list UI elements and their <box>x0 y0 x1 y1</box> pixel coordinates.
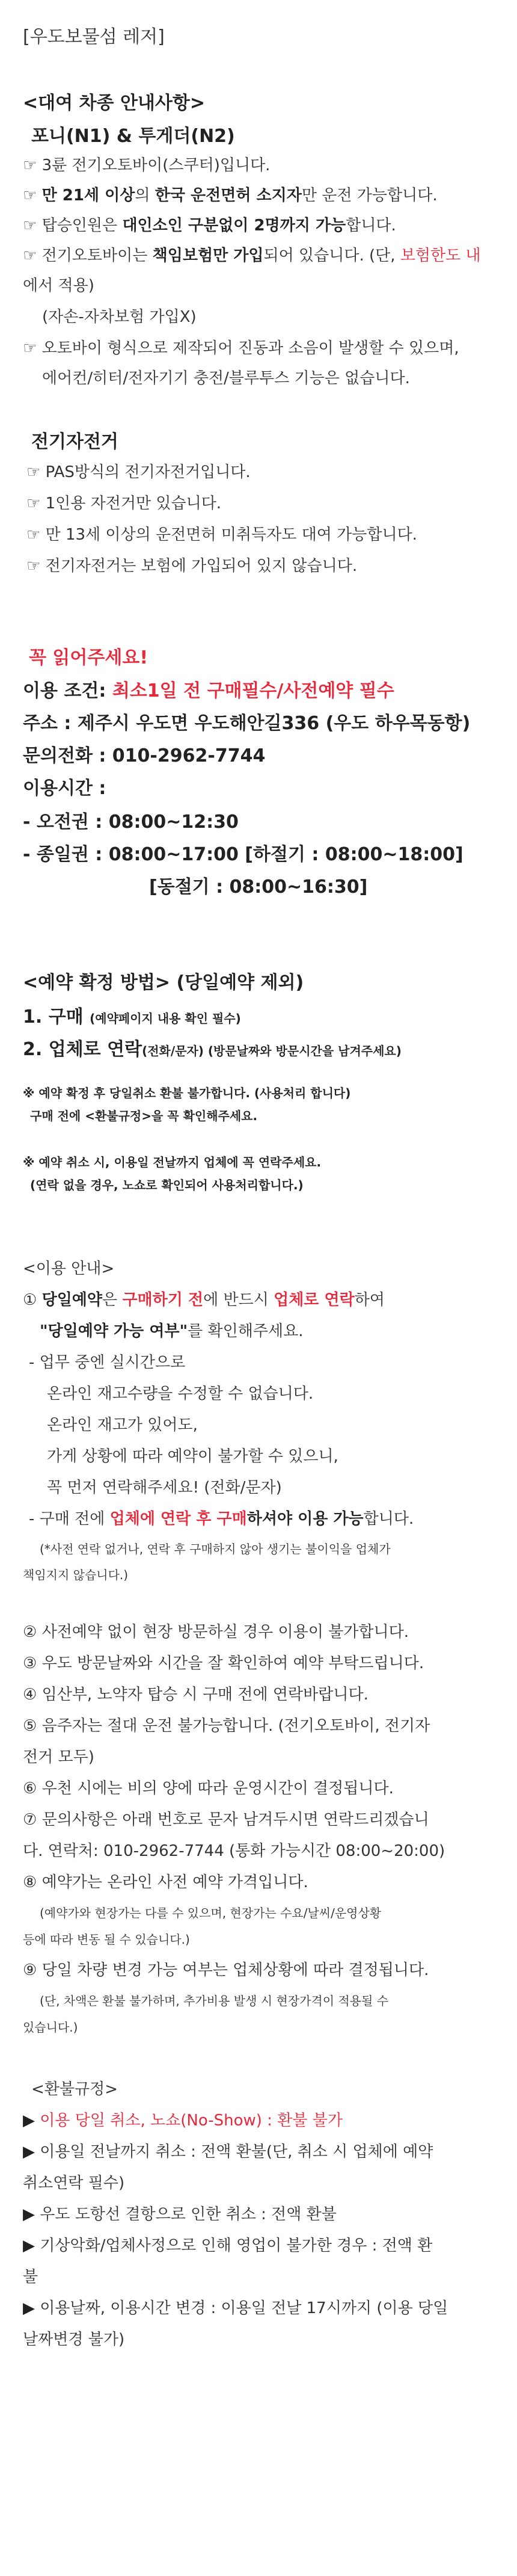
reservation-note-1a: ※ 예약 확정 후 당일취소 환불 불가합니다. (사용처리 합니다) <box>23 1086 351 1100</box>
bicycle-line-2 <box>26 496 517 511</box>
rental-line-1 <box>23 158 517 173</box>
usage-item-1 <box>23 1292 517 1308</box>
step-sub: (전화/문자) (방문날짜와 방문시간을 남겨주세요) <box>142 1044 402 1058</box>
pointing-hand-icon: ☞ <box>26 495 41 513</box>
usage-item-9-sub: 있습니다.) <box>23 2020 78 2035</box>
usage-text: 업체로 연락 <box>274 1291 355 1309</box>
arrow-right-icon: ▶ <box>23 2237 35 2255</box>
pointing-hand-icon: ☞ <box>26 463 41 481</box>
rental-line-text: 에서 적용) <box>23 277 94 295</box>
usage-text: 하셔야 <box>246 1510 298 1528</box>
hours-allday: - 종일권 : 08:00~17:00 [하절기 : 08:00~18:00] <box>23 844 463 865</box>
usage-text: 당일예약 <box>41 1291 103 1309</box>
address: 주소 : 제주시 우도면 우도해안길336 (우도 하우목동항) <box>23 713 471 734</box>
rental-line-text: 오토바이 형식으로 제작되어 진동과 소음이 발생할 수 있으며, <box>41 339 459 357</box>
arrow-right-icon: ▶ <box>23 2299 35 2317</box>
rental-line-5 <box>23 278 517 294</box>
rental-line-text: 책임보험만 가입 <box>152 247 264 265</box>
reservation-step-1 <box>23 1008 517 1026</box>
rental-line-text: 전기오토바이는 <box>41 247 153 265</box>
rental-line-text: 만 21세 이상 <box>41 186 135 205</box>
usage-item-1-buy <box>29 1511 517 1527</box>
pointing-hand-icon: ☞ <box>23 247 37 265</box>
refund-heading: <환불규정> <box>31 2080 118 2098</box>
usage-text: 이용 가능 <box>298 1510 364 1528</box>
refund-rule-1 <box>23 2113 517 2128</box>
usage-item-1-sub: 꼭 먼저 연락해주세요! (전화/문자) <box>47 1479 282 1497</box>
bicycle-line-4 <box>26 558 517 574</box>
must-read-notice: 꼭 읽어주세요! <box>29 647 148 668</box>
usage-item-9: ⑨ 당일 차량 변경 가능 여부는 업체상황에 따라 결정됩니다. <box>23 1961 429 1979</box>
refund-text: 이용 당일 취소, 노쇼(No-Show) : 환불 불가 <box>35 2112 343 2130</box>
usage-text: ① <box>23 1291 42 1309</box>
rental-line-text: 대인소인 구분없이 2명까지 가능 <box>122 217 346 235</box>
refund-rule-4 <box>23 2238 517 2254</box>
refund-text: 우도 도항선 결항으로 인한 취소 : 전액 환불 <box>35 2205 337 2223</box>
usage-text: - 구매 전에 <box>29 1510 110 1528</box>
reservation-note-2b: (연락 없을 경우, 노쇼로 확인되어 사용처리합니다.) <box>30 1178 304 1192</box>
rental-line-text: 의 <box>135 186 155 205</box>
usage-item-1-warn: (*사전 연락 없거나, 연락 후 구매하지 않아 생기는 불이익을 업체가 <box>40 1542 391 1556</box>
bicycle-line-1 <box>26 464 517 480</box>
pointing-hand-icon: ☞ <box>23 339 37 357</box>
usage-item-6: ⑥ 우천 시에는 비의 양에 따라 운영시간이 결정됩니다. <box>23 1779 394 1798</box>
arrow-right-icon: ▶ <box>23 2112 35 2130</box>
rental-line-text: 합니다. <box>346 217 396 235</box>
pointing-hand-icon: ☞ <box>23 217 37 235</box>
rental-line-6 <box>42 309 517 325</box>
bicycle-line-text: 만 13세 이상의 운전면허 미취득자도 대여 가능합니다. <box>45 526 417 544</box>
usage-text: 에 반드시 <box>203 1291 274 1309</box>
rental-line-text: 3륜 전기오토바이(스쿠터)입니다. <box>41 156 271 174</box>
usage-item-2: ② 사전예약 없이 현장 방문하실 경우 이용이 불가합니다. <box>23 1623 409 1641</box>
usage-condition-value: 최소1일 전 구매필수/사전예약 필수 <box>112 680 394 701</box>
usage-text: 하여 <box>354 1291 385 1309</box>
usage-condition-label: 이용 조건: <box>23 680 112 701</box>
refund-rule-2-cont: 취소연락 필수) <box>23 2174 125 2192</box>
pointing-hand-icon: ☞ <box>23 156 37 174</box>
hours-label: 이용시간 : <box>23 778 106 799</box>
usage-text: "당일예약 가능 여부" <box>40 1322 188 1340</box>
rental-line-text: 탑승인원은 <box>41 217 123 235</box>
reservation-heading: <예약 확정 방법> (당일예약 제외) <box>23 972 304 993</box>
hours-morning: - 오전권 : 08:00~12:30 <box>23 812 239 833</box>
usage-item-7-cont: 다. 연락처: 010-2962-7744 (통화 가능시간 08:00~20:00) <box>23 1842 445 1860</box>
usage-item-1-warn: 책임지지 않습니다.) <box>23 1568 129 1582</box>
rental-model: 포니(N1) & 투게더(N2) <box>31 126 235 147</box>
refund-rule-2 <box>23 2144 517 2160</box>
pointing-hand-icon: ☞ <box>26 526 41 544</box>
rental-line-3 <box>23 218 517 233</box>
rental-line-text: 에어컨/히터/전자기기 충전/블루투스 기능은 없습니다. <box>42 369 410 387</box>
refund-rule-4-cont: 불 <box>23 2268 38 2286</box>
reservation-note-1b: 구매 전에 <환불규정>을 꼭 확인해주세요. <box>30 1109 258 1123</box>
rental-line-text: 한국 운전면허 소지자 <box>154 186 302 205</box>
refund-text: 기상악화/업체사정으로 인해 영업이 불가한 경우 : 전액 환 <box>35 2237 433 2255</box>
usage-condition <box>23 682 517 700</box>
bicycle-line-text: 전기자전거는 보험에 가입되어 있지 않습니다. <box>45 557 358 575</box>
refund-text: 이용일 전날까지 취소 : 전액 환불(단, 취소 시 업체에 예약 <box>35 2143 433 2161</box>
refund-rule-3 <box>23 2207 517 2222</box>
step-sub: (예약페이지 내용 확인 필수) <box>90 1011 241 1026</box>
rental-line-7 <box>23 340 517 356</box>
usage-item-1-sub: 가게 상황에 따라 예약이 불가할 수 있으니, <box>47 1447 338 1465</box>
usage-item-9-sub: (단, 차액은 환불 불가하며, 추가비용 발생 시 현장가격이 적용될 수 <box>40 1994 389 2008</box>
rental-line-2 <box>23 188 517 203</box>
usage-item-1-sub: 온라인 재고수량을 수정할 수 없습니다. <box>47 1385 314 1403</box>
usage-item-3: ③ 우도 방문날짜와 시간을 잘 확인하여 예약 부탁드립니다. <box>23 1654 424 1672</box>
bicycle-heading: 전기자전거 <box>31 431 118 452</box>
usage-item-8-sub: 등에 따라 변동 될 수 있습니다.) <box>23 1932 190 1947</box>
arrow-right-icon: ▶ <box>23 2205 35 2223</box>
usage-text: 업체에 연락 후 구매 <box>109 1510 247 1528</box>
rental-line-text: 되어 있습니다. (단, <box>263 247 400 265</box>
step-main: 2. 업체로 연락 <box>23 1039 142 1060</box>
rental-line-text: 보험한도 내 <box>400 247 481 265</box>
pointing-hand-icon: ☞ <box>23 186 37 205</box>
usage-item-8-sub: (예약가와 현장가는 다를 수 있으며, 현장가는 수요/날씨/운영상황 <box>40 1906 382 1920</box>
arrow-right-icon: ▶ <box>23 2143 35 2161</box>
rental-line-text: 만 운전 가능합니다. <box>301 186 438 205</box>
refund-rule-5 <box>23 2300 517 2316</box>
usage-item-1-sub: 온라인 재고가 있어도, <box>47 1416 198 1434</box>
bicycle-line-3 <box>26 527 517 543</box>
step-main: 1. 구매 <box>23 1006 90 1028</box>
usage-item-5: ⑤ 음주자는 절대 운전 불가능합니다. (전기오토바이, 전기자 <box>23 1717 430 1735</box>
usage-item-5-cont: 전거 모두) <box>23 1748 94 1766</box>
hours-winter: [동절기 : 08:00~16:30] <box>149 877 368 898</box>
rental-info-heading: <대여 차종 안내사항> <box>23 93 206 114</box>
usage-text: 은 <box>102 1291 123 1309</box>
usage-text: 합니다. <box>363 1510 414 1528</box>
reservation-step-2 <box>23 1041 517 1059</box>
usage-item-4: ④ 임산부, 노약자 탑승 시 구매 전에 연락바랍니다. <box>23 1686 369 1704</box>
page-title: [우도보물섬 레저] <box>23 26 165 48</box>
usage-text: 를 확인해주세요. <box>188 1322 304 1340</box>
pointing-hand-icon: ☞ <box>26 557 41 575</box>
usage-item-1-check <box>40 1323 517 1339</box>
rental-line-8 <box>42 371 517 386</box>
usage-item-7: ⑦ 문의사항은 아래 번호로 문자 남겨두시면 연락드리겠습니 <box>23 1811 429 1829</box>
refund-text: 이용날짜, 이용시간 변경 : 이용일 전날 17시까지 (이용 당일 <box>35 2299 448 2317</box>
reservation-note-2a: ※ 예약 취소 시, 이용일 전날까지 업체에 꼭 연락주세요. <box>23 1155 322 1169</box>
refund-rule-5-cont: 날짜변경 불가) <box>23 2331 125 2349</box>
usage-text: 구매하기 전 <box>122 1291 204 1309</box>
usage-heading: <이용 안내> <box>23 1260 115 1278</box>
bicycle-line-text: PAS방식의 전기자전거입니다. <box>45 463 251 481</box>
rental-line-text: (자손-자차보험 가입X) <box>42 308 197 326</box>
usage-item-8: ⑧ 예약가는 온라인 사전 예약 가격입니다. <box>23 1873 308 1891</box>
bicycle-line-text: 1인용 자전거만 있습니다. <box>45 495 222 513</box>
phone: 문의전화 : 010-2962-7744 <box>23 745 266 766</box>
rental-line-4 <box>23 248 517 263</box>
usage-item-1-sub: - 업무 중엔 실시간으로 <box>29 1354 186 1372</box>
